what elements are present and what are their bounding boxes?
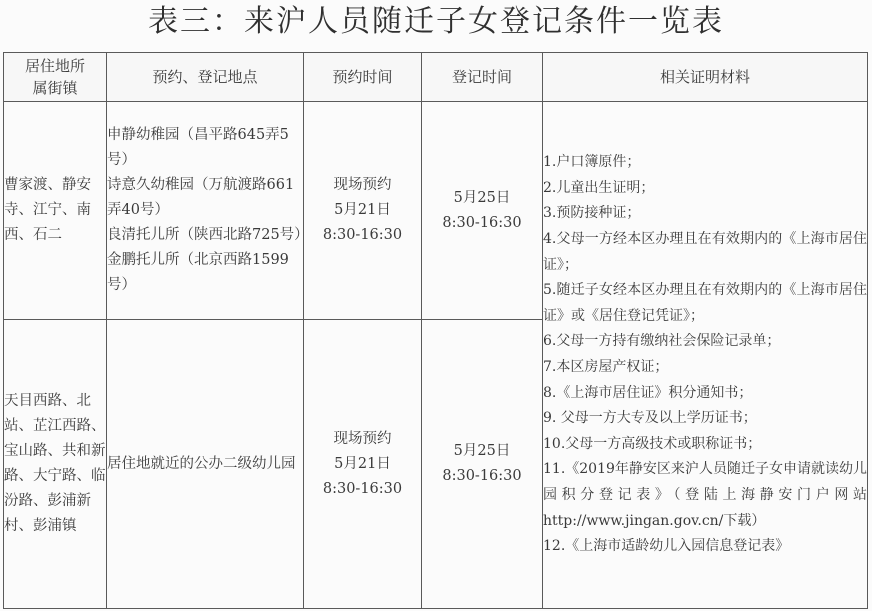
location-cell	[107, 320, 304, 609]
doc-item: 1.户口簿原件；	[543, 154, 641, 171]
header-docs: 相关证明材料	[543, 53, 868, 102]
header-appt-time: 预约时间	[304, 53, 422, 102]
location-item: 居住地就近的公办二级幼儿园	[107, 455, 296, 472]
doc-item: 4.父母一方经本区办理且在有效期内的《上海市居住证》；	[543, 231, 867, 273]
appt-mode: 现场预约	[333, 430, 392, 447]
header-town: 居住地所属街镇	[4, 53, 107, 102]
reg-hours: 8:30-16:30	[442, 468, 522, 484]
location-item: 良清托儿所（陕西北路725号）	[107, 227, 309, 243]
conditions-table	[3, 52, 868, 609]
table-row	[4, 102, 868, 320]
doc-item: 9. 父母一方大专及以上学历证书；	[543, 410, 757, 427]
docs-cell	[543, 102, 868, 609]
appt-time-cell	[304, 320, 422, 609]
location-item: 申静幼稚园（昌平路645弄5号）	[107, 127, 289, 168]
page-title: 表三：来沪人员随迁子女登记条件一览表	[148, 4, 724, 39]
doc-item: 11.《2019年静安区来沪人员随迁子女申请就读幼儿园积分登记表》（登陆上海静安门户网站http://www.jingan.gov.cn/下载）	[543, 461, 867, 529]
doc-item: 8.《上海市居住证》积分通知书；	[543, 384, 753, 401]
reg-date: 5月25日	[453, 443, 511, 459]
appt-date: 5月21日	[334, 455, 391, 472]
appt-mode: 现场预约	[333, 177, 392, 193]
doc-item: 5.随迁子女经本区办理且在有效期内的《上海市居住证》或《居住登记凭证》；	[543, 282, 867, 324]
appt-time-cell	[304, 102, 422, 320]
doc-item: 12.《上海市适龄幼儿入园信息登记表》	[543, 538, 790, 555]
doc-item: 2.儿童出生证明；	[543, 179, 655, 196]
header-location: 预约、登记地点	[107, 53, 304, 102]
reg-time-cell	[422, 102, 543, 320]
reg-hours: 8:30-16:30	[442, 214, 522, 231]
header-row	[4, 53, 868, 102]
appt-hours: 8:30-16:30	[322, 480, 403, 497]
location-cell	[107, 102, 309, 320]
location-item: 诗意久幼稚园（万航渡路661弄40号）	[107, 177, 295, 218]
town-cell: 天目西路、北站、芷江西路、宝山路、共和新路、大宁路、临汾路、彭浦新村、彭浦镇	[4, 320, 107, 609]
header-reg-time: 登记时间	[422, 53, 543, 102]
doc-item: 3.预防接种证；	[543, 205, 641, 222]
location-item: 金鹏托儿所（北京西路1599号）	[107, 252, 289, 293]
appt-date: 5月21日	[334, 202, 391, 218]
doc-item: 10.父母一方高级技术或职称证书；	[543, 435, 762, 452]
appt-hours: 8:30-16:30	[322, 227, 403, 243]
reg-date: 5月25日	[453, 189, 511, 206]
doc-item: 7.本区房屋产权证；	[543, 359, 669, 375]
town-cell: 曹家渡、静安寺、江宁、南西、石二	[4, 102, 107, 320]
reg-time-cell	[422, 320, 543, 609]
doc-item: 6.父母一方持有缴纳社会保险记录单；	[543, 333, 781, 350]
